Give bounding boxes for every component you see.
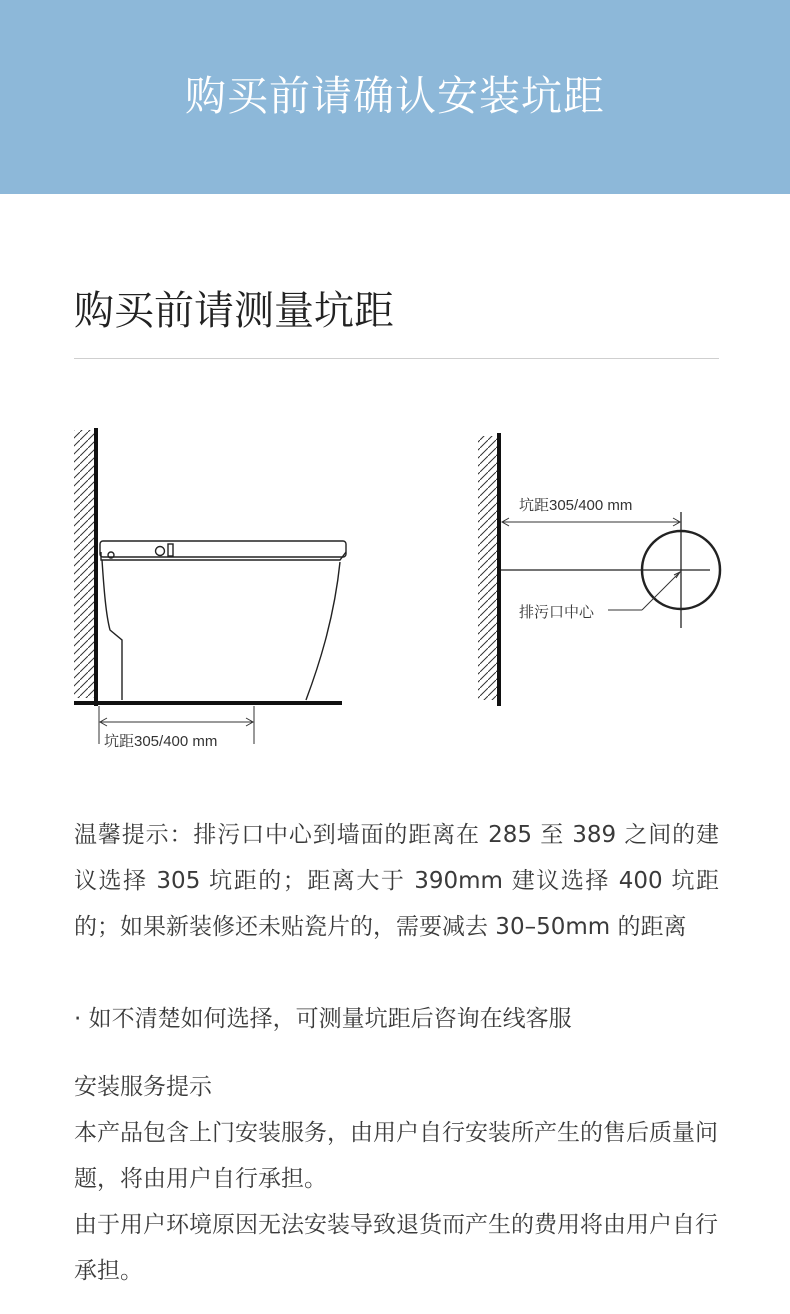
wall-hatch-right: [478, 436, 497, 700]
consult-note: · 如不清楚如何选择，可测量坑距后咨询在线客服: [74, 1006, 572, 1032]
service-title: 安装服务提示: [74, 1074, 212, 1100]
drain-label: 排污口中心: [519, 604, 595, 621]
section-title: 购买前请测量坑距: [74, 288, 394, 334]
top-dimension: [502, 518, 680, 526]
banner-title: 购买前请确认安装坑距: [185, 72, 605, 120]
tip-text: 温馨提示：排污口中心到墙面的距离在 285 至 389 之间的建议选择 305 坑距的；距离大于 390mm 建议选择 400 坑距的；如果新装修还未贴瓷片的，需要减去 30–50mm 的距离: [74, 822, 719, 940]
top-view-diagram: [478, 433, 720, 706]
service-line-2: 由于用户环境原因无法安装导致退货而产生的费用将由用户自行承担。: [74, 1212, 718, 1284]
service-line-1: 本产品包含上门安装服务，由用户自行安装所产生的售后质量问题，将由用户自行承担。: [74, 1120, 718, 1192]
wall-hatch-left: [74, 430, 94, 698]
side-view-diagram: [74, 428, 346, 750]
toilet-icon: [100, 541, 346, 700]
side-dimension-label: 坑距305/400 mm: [104, 733, 218, 750]
top-dimension-label: 坑距305/400 mm: [519, 497, 633, 514]
